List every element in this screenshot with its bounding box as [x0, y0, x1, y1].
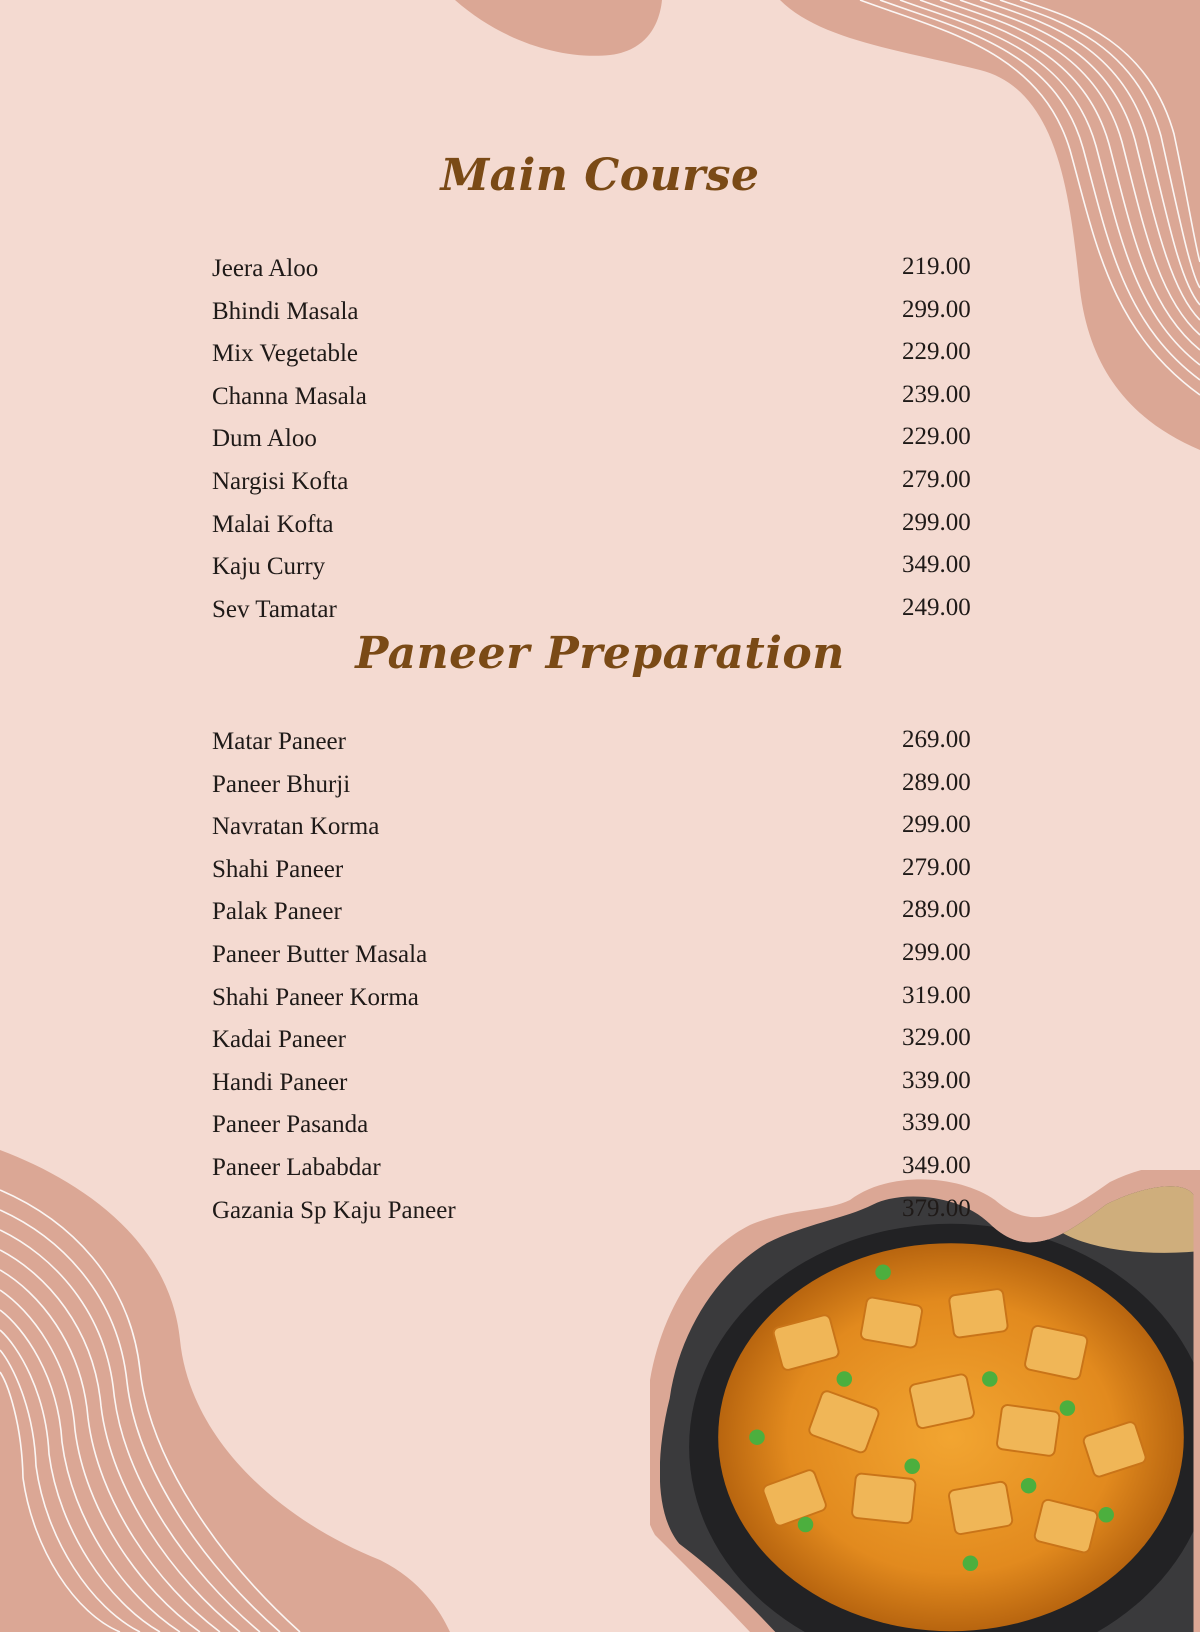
item-name: Bhindi Masala — [212, 297, 359, 325]
menu-list-main-course — [212, 255, 988, 638]
menu-item — [212, 295, 988, 341]
item-name: Sev Tamatar — [212, 595, 337, 623]
item-name: Matar Paneer — [212, 728, 346, 755]
menu-item — [212, 898, 988, 941]
item-name: Paneer Bhurji — [212, 770, 351, 798]
item-price: 289.00 — [902, 896, 971, 924]
item-price: 289.00 — [902, 768, 971, 796]
item-price: 269.00 — [902, 726, 971, 753]
menu-item — [212, 340, 988, 383]
top-blob — [455, 0, 662, 56]
menu-item — [212, 465, 988, 511]
item-price: 249.00 — [902, 593, 971, 621]
item-name: Channa Masala — [212, 382, 367, 410]
menu-item — [212, 813, 988, 856]
menu-item — [212, 1194, 988, 1240]
menu-item — [212, 255, 988, 298]
item-price: 339.00 — [902, 1066, 971, 1094]
item-name: Navratan Korma — [212, 813, 380, 841]
menu-item — [212, 938, 988, 984]
item-name: Paneer Lababdar — [212, 1153, 381, 1181]
item-price: 379.00 — [902, 1194, 971, 1222]
item-name: Gazania Sp Kaju Paneer — [212, 1196, 456, 1224]
item-price: 229.00 — [902, 338, 971, 366]
item-price: 239.00 — [902, 380, 971, 408]
item-name: Handi Paneer — [212, 1068, 348, 1096]
item-price: 299.00 — [902, 508, 971, 536]
item-price: 219.00 — [902, 253, 971, 280]
item-price: 299.00 — [902, 295, 971, 323]
menu-item — [212, 728, 988, 771]
section-title-main-course: Main Course — [440, 150, 760, 201]
item-price: 299.00 — [902, 938, 971, 966]
paneer-curry-bowl-photo — [650, 1170, 1200, 1632]
item-price: 279.00 — [902, 465, 971, 493]
item-name: Palak Paneer — [212, 898, 342, 926]
menu-item — [212, 1026, 988, 1069]
menu-item — [212, 1151, 988, 1197]
menu-item — [212, 425, 988, 468]
item-price: 329.00 — [902, 1024, 971, 1052]
item-name: Malai Kofta — [212, 510, 334, 538]
item-price: 319.00 — [902, 981, 971, 1009]
menu-item — [212, 768, 988, 814]
item-name: Paneer Butter Masala — [212, 940, 428, 968]
item-name: Jeera Aloo — [212, 255, 319, 282]
item-price: 339.00 — [902, 1109, 971, 1137]
menu-item — [212, 1066, 988, 1112]
menu-item — [212, 553, 988, 596]
item-price: 349.00 — [902, 1151, 971, 1179]
item-name: Kadai Paneer — [212, 1026, 346, 1054]
menu-item — [212, 1111, 988, 1154]
item-name: Nargisi Kofta — [212, 467, 349, 495]
item-name: Shahi Paneer — [212, 855, 344, 883]
section-title-paneer-preparation: Paneer Preparation — [355, 628, 845, 679]
item-name: Paneer Pasanda — [212, 1111, 369, 1139]
menu-item — [212, 380, 988, 426]
menu-item — [212, 853, 988, 899]
menu-item — [212, 981, 988, 1027]
item-price: 299.00 — [902, 811, 971, 839]
menu-item — [212, 508, 988, 554]
item-price: 279.00 — [902, 853, 971, 881]
item-name: Kaju Curry — [212, 553, 326, 581]
item-name: Shahi Paneer Korma — [212, 983, 419, 1011]
item-price: 349.00 — [902, 551, 971, 579]
item-name: Dum Aloo — [212, 425, 317, 453]
item-price: 229.00 — [902, 423, 971, 451]
menu-list-paneer-preparation — [212, 728, 988, 1239]
item-name: Mix Vegetable — [212, 340, 359, 368]
